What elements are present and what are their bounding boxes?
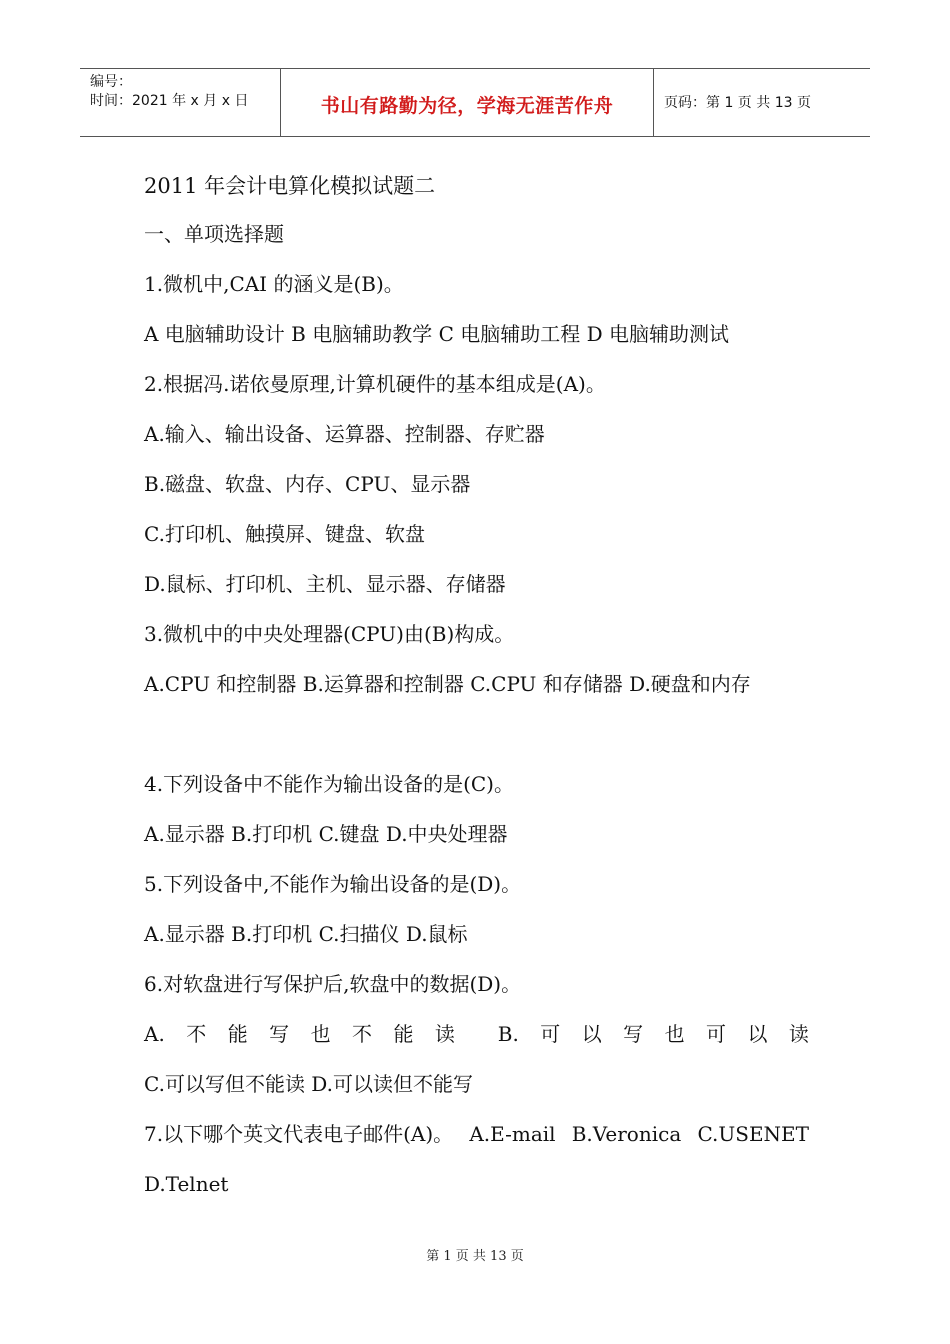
page-info: 页码：第 1 页 共 13 页 [664, 95, 811, 111]
question-line: 5.下列设备中,不能作为输出设备的是(D)。 [144, 872, 522, 896]
q6-token: 不 [352, 1022, 372, 1046]
document-title: 2011 年会计电算化模拟试题二 [144, 174, 436, 198]
q6-token: 写 [269, 1022, 290, 1046]
option-line: C.打印机、触摸屏、键盘、软盘 [144, 522, 425, 546]
time-label: 时间：2021 年 x 月 x 日 [90, 93, 249, 109]
header-motto-cell [281, 69, 654, 136]
page-footer: 第 1 页 共 13 页 [426, 1249, 524, 1264]
blank-line [144, 709, 809, 759]
q6-token: 能 [393, 1022, 414, 1046]
question-line: 4.下列设备中不能作为输出设备的是(C)。 [144, 772, 514, 796]
question-line: 1.微机中,CAI 的涵义是(B)。 [144, 272, 404, 296]
q7-option: C.USENET [697, 1122, 809, 1146]
q6-token: 也 [664, 1022, 685, 1046]
document-body [144, 163, 809, 1209]
options-line: A 电脑辅助设计 B 电脑辅助教学 C 电脑辅助工程 D 电脑辅助测试 [144, 322, 729, 346]
motto: 书山有路勤为径，学海无涯苦作舟 [320, 95, 614, 117]
q6-token: 以 [747, 1022, 768, 1046]
q6-token: 以 [581, 1022, 602, 1046]
options-line: A.显示器 B.打印机 C.键盘 D.中央处理器 [144, 822, 508, 846]
q7-question: 7.以下哪个英文代表电子邮件(A)。 [144, 1122, 454, 1146]
q6-token: 读 [434, 1022, 455, 1046]
q6-token: B. [497, 1022, 519, 1046]
question-line: 3.微机中的中央处理器(CPU)由(B)构成。 [144, 622, 515, 646]
question-line: 6.对软盘进行写保护后,软盘中的数据(D)。 [144, 972, 522, 996]
q6-token: 写 [623, 1022, 644, 1046]
header-page-cell [654, 69, 870, 136]
header-info-cell [80, 69, 281, 136]
q6-token: 可 [706, 1022, 726, 1046]
q7-option: B.Veronica [571, 1122, 682, 1146]
q6-token: 也 [310, 1022, 331, 1046]
q6-token: A. [144, 1022, 165, 1046]
option-line: D.鼠标、打印机、主机、显示器、存储器 [144, 572, 506, 596]
q6-token: 能 [227, 1022, 248, 1046]
q7-line [144, 1109, 809, 1159]
q6-token: 读 [788, 1022, 809, 1046]
option-line: B.磁盘、软盘、内存、CPU、显示器 [144, 472, 471, 496]
page-header [80, 68, 870, 137]
option-line: A.输入、输出设备、运算器、控制器、存贮器 [144, 422, 545, 446]
q6-token: 可 [540, 1022, 561, 1046]
q7-option: A.E-mail [469, 1122, 556, 1146]
number-label: 编号： [90, 74, 132, 90]
question-line: 2.根据冯.诺依曼原理,计算机硬件的基本组成是(A)。 [144, 372, 606, 396]
q6-token: 不 [186, 1022, 207, 1046]
options-line: A.CPU 和控制器 B.运算器和控制器 C.CPU 和存储器 D.硬盘和内存 [144, 672, 751, 696]
q6-options-justified [144, 1009, 809, 1059]
options-line: C.可以写但不能读 D.可以读但不能写 [144, 1072, 473, 1096]
options-line: A.显示器 B.打印机 C.扫描仪 D.鼠标 [144, 922, 468, 946]
q7-last-option: D.Telnet [144, 1172, 229, 1196]
section-heading: 一、单项选择题 [144, 222, 284, 246]
